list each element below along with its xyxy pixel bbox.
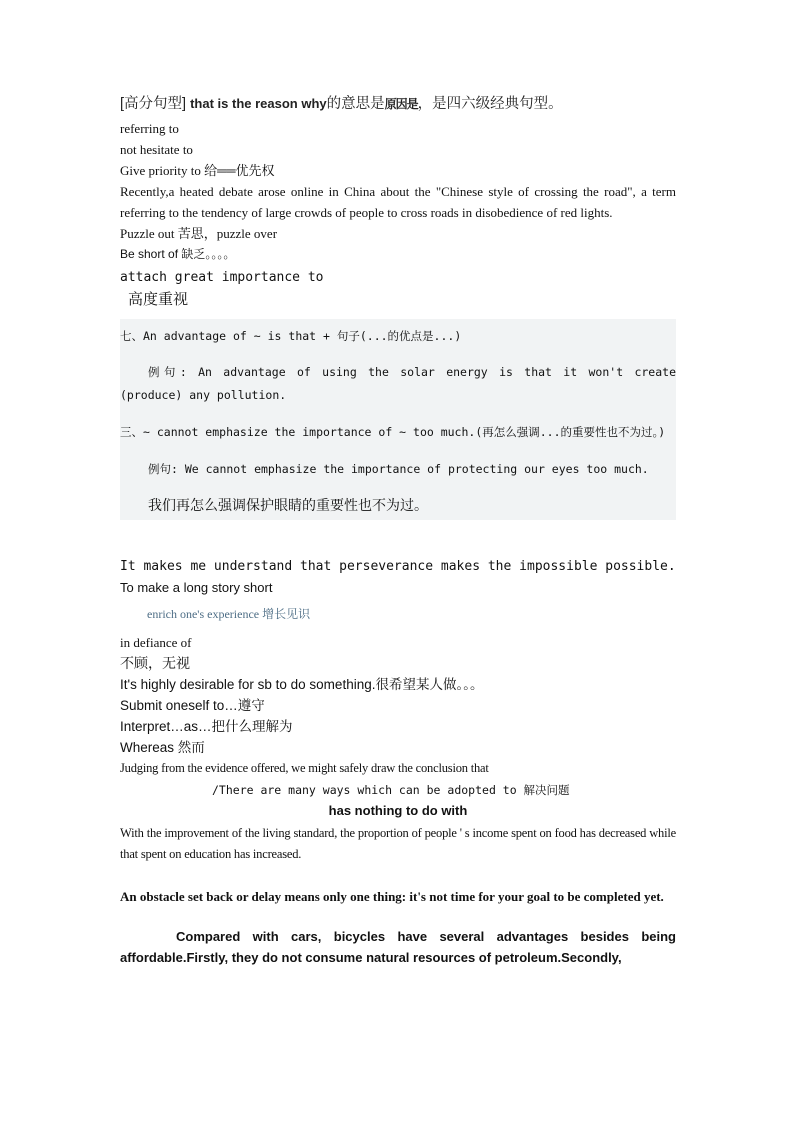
- line-long-story: To make a long story short: [120, 580, 273, 595]
- line-give-priority: Give priority to 给══优先权: [120, 163, 275, 178]
- line-puzzle-out: Puzzle out 苦思，puzzle over: [120, 226, 278, 241]
- example-eyes-cn: 我们再怎么强调保护眼睛的重要性也不为过。: [148, 497, 428, 513]
- grammar-emphasize: 三、~ cannot emphasize the importance of ~ too much.(再怎么强调...的重要性也不为过。): [120, 425, 666, 439]
- line-many-ways: /There are many ways which can be adopted to 解决问题: [212, 783, 570, 797]
- paragraph-living-standard: With the improvement of the living standard, the proportion of people ' s income spent on food has decreased while that spent on education has increased.: [120, 826, 676, 861]
- example-solar: 例句: An advantage of using the solar energy is that it won't create (produce) any pollution.: [120, 365, 676, 402]
- grammar-advantage: 七、An advantage of ~ is that + 句子(...的优点是...): [120, 329, 462, 343]
- line-nothing-to-do: has nothing to do with: [328, 803, 468, 818]
- line-interpret-as: Interpret…as…把什么理解为: [120, 719, 293, 734]
- line-submit-oneself: Submit oneself to…遵守: [120, 698, 265, 713]
- line-enrich-experience: enrich one's experience 增长见识: [147, 607, 311, 621]
- line-attach-importance: attach great importance to: [120, 270, 324, 285]
- paragraph-obstacle: An obstacle set back or delay means only one thing: it's not time for your goal to be completed yet.: [120, 889, 664, 904]
- line-referring-to: referring to: [120, 121, 179, 136]
- paragraph-recently: Recently,a heated debate arose online in China about the "Chinese style of crossing the road", a term referring to the tendency of large crowds of people to cross roads in disobedience of red lights.: [120, 184, 676, 220]
- line-whereas: Whereas 然而: [120, 740, 205, 755]
- line-not-hesitate: not hesitate to: [120, 142, 193, 157]
- text-meaning: 的意思是: [326, 96, 385, 112]
- text-classic: ，是四六级经典句型。: [417, 96, 563, 112]
- phrase-reason-why: that is the reason why: [190, 96, 327, 111]
- line-be-short-of: Be short of 缺乏。。。。: [120, 247, 236, 261]
- line-disregard-cn: 不顾，无视: [120, 655, 190, 671]
- line-high-attention: 高度重视: [128, 291, 189, 308]
- line-perseverance: It makes me understand that perseverance makes the impossible possible.: [120, 559, 676, 574]
- line-highly-desirable: It's highly desirable for sb to do something.很希望某人做。。。: [120, 677, 484, 692]
- label-high-score: [高分句型]: [120, 96, 187, 112]
- document-page: [120, 92, 676, 968]
- paragraph-bicycles: Compared with cars, bicycles have several advantages besides being affordable.Firstly, they do not consume natural resources of petroleum.Secondly,: [120, 929, 676, 965]
- grammar-box: [120, 319, 676, 520]
- line-judging-evidence: Judging from the evidence offered, we might safely draw the conclusion that: [120, 761, 489, 775]
- text-reason-is: 原因是: [384, 97, 418, 111]
- line-in-defiance: in defiance of: [120, 635, 192, 650]
- example-eyes: 例句: We cannot emphasize the importance of protecting our eyes too much.: [148, 462, 649, 476]
- line-high-score-pattern: [120, 92, 676, 116]
